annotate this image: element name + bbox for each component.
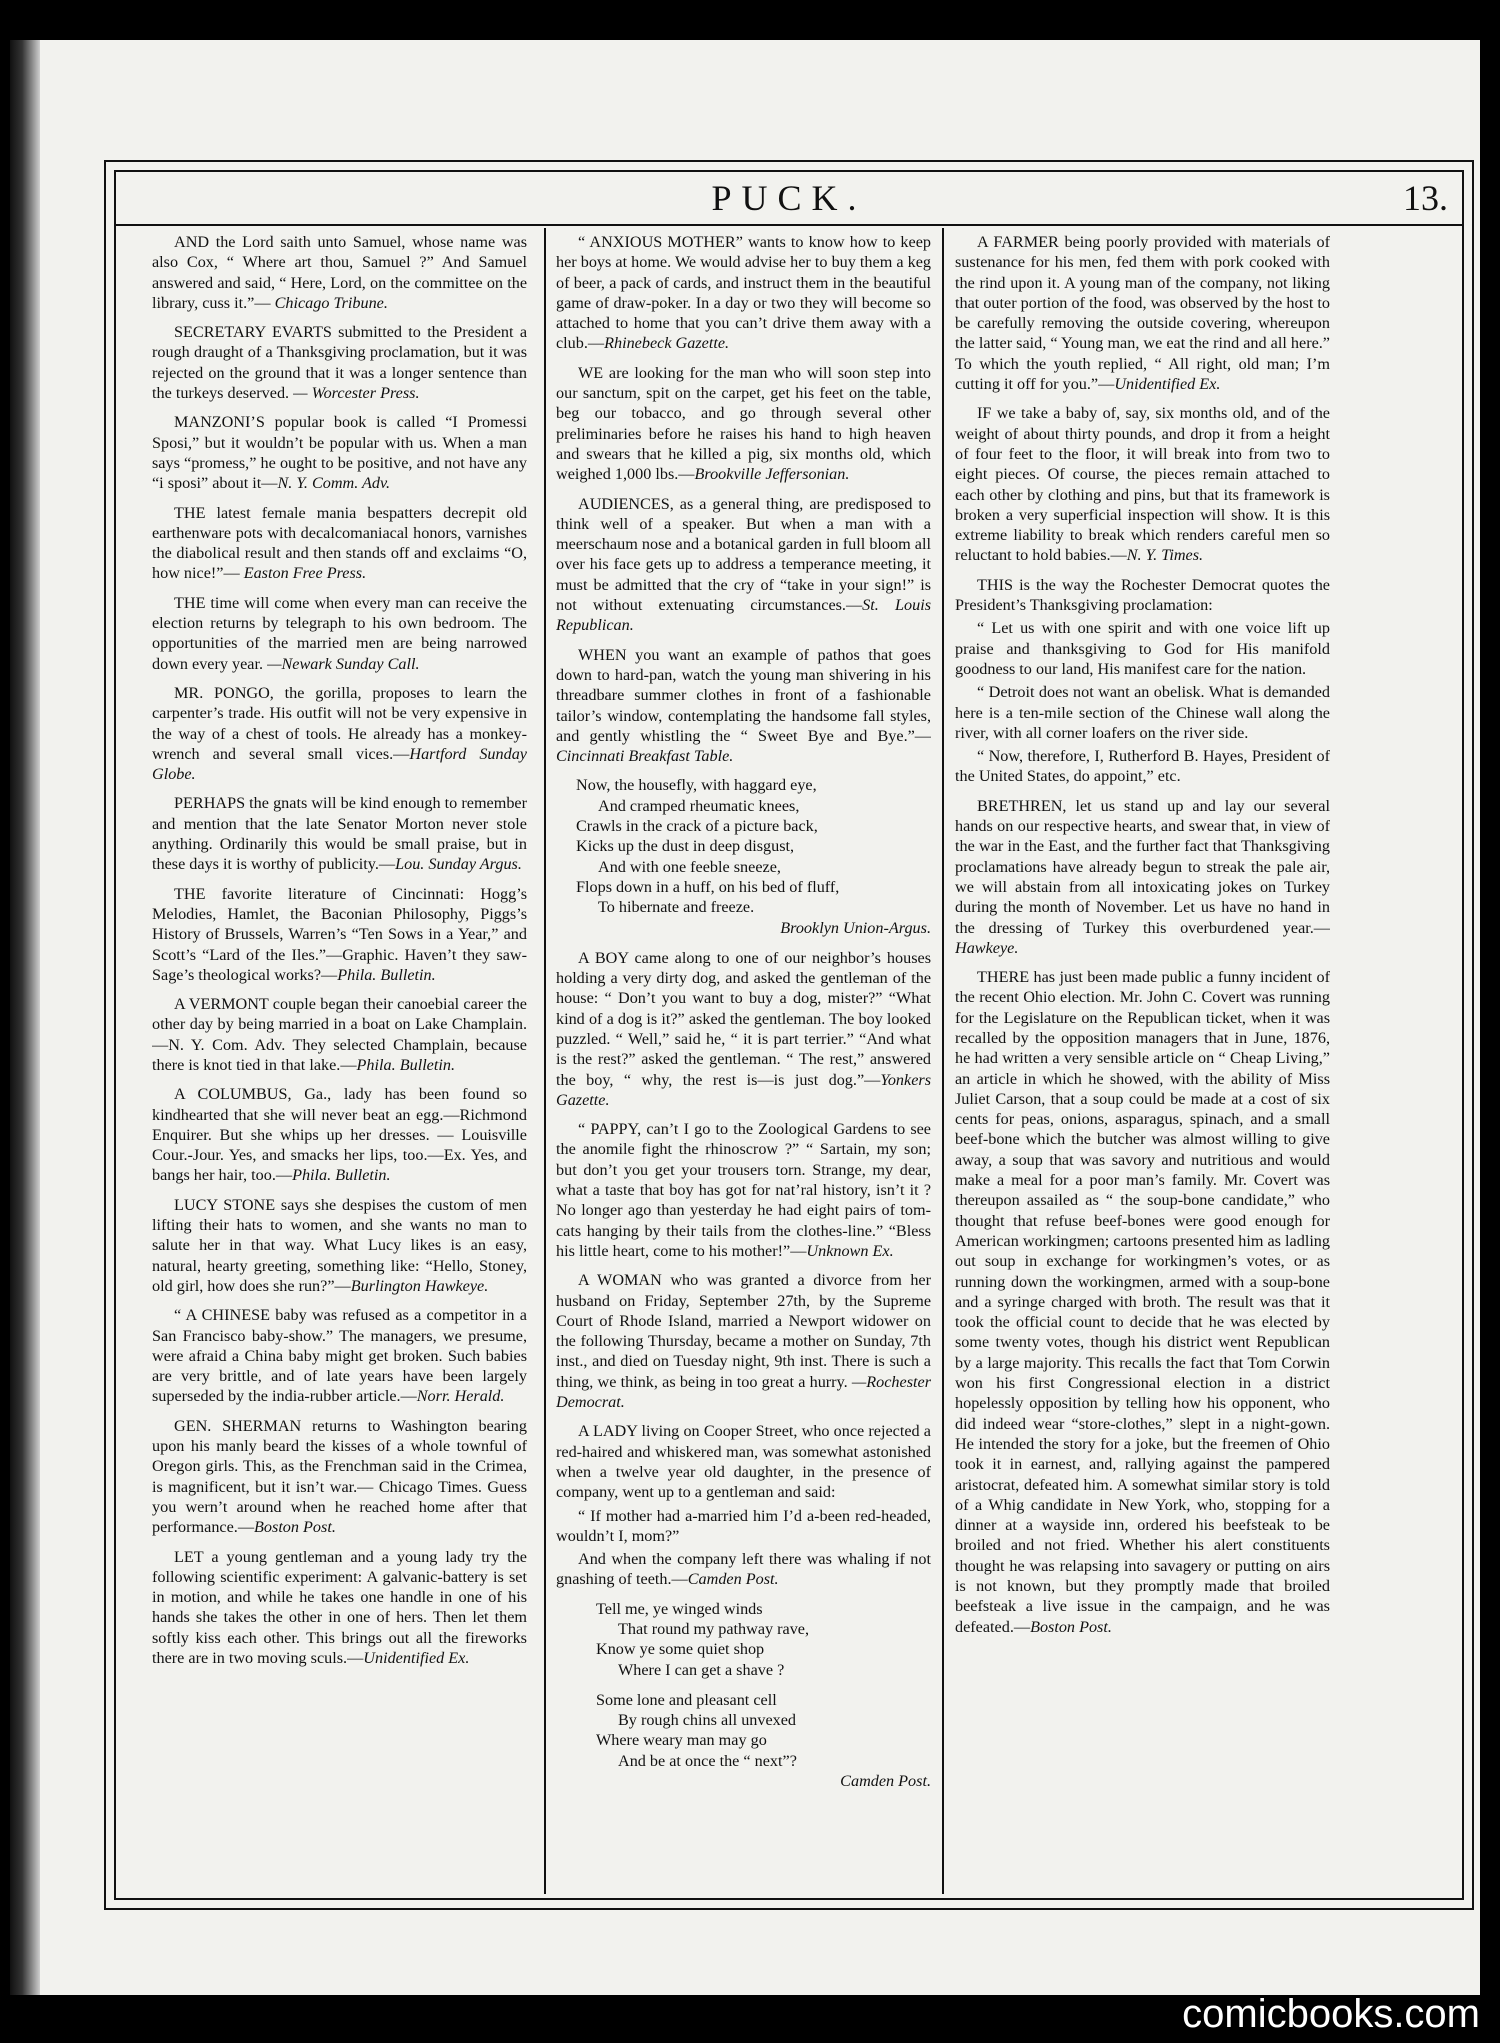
column-1 xyxy=(152,232,527,1872)
item-sanctum: WE are looking for the man who will soon step into our sanctum, spit on the carpet, get his feet on the table, beg our tobacco, and go through several other preliminaries before he raises his hand to high heaven and swears that he killed a pig, six months old, which weighed 1,000 lbs.—Brookville Jeffersonian. xyxy=(556,363,931,484)
item-ohio-election: THERE has just been made public a funny incident of the recent Ohio election. Mr. John C. Covert was running for the Legislature on the Republican ticket, when it was recalled by the opposition managers that in June, 1876, he had written a very sensible article on “ Cheap Living,” an article in which he showed, with the ability of Miss Juliet Carson, that a soup could be made at a cost of six cents for peas, onions, asparagus, spinach, and a small beef-bone which the butcher was almost willing to give away, a soup that was savory and nutritious and would make a meal for a poor man’s family. Mr. Covert was thereupon assailed as “ the soup-bone candidate,” who thought that refuse beef-bones were good enough for American workingmen; cartoons presented him as ladling out soup in exchange for workingmen’s votes, or as running down the workingmen, armed with a soup-bone and a syringe charged with broth. The result was that it took the official count to decide that he was elected by some twenty votes, though his district went Republican by a large majority. This recalls the fact that Tom Corwin won his first Congressional election in a district hopelessly opposition by telling how his opponent, who did indeed wear “store-clothes,” slept in a night-gown. He intended the story for a joke, but the freemen of Ohio took it in earnest, and, rallying against the pampered aristocrat, defeated him. A somewhat similar story is told of a Whig candidate in New York, who, stopping for a dinner at a wayside inn, ordered his beefsteak to be broiled and not fried. Whether his alert constituents thought he was relapsing into savagery or putting on airs is not known, but they promptly made that broiled beefsteak a live issue in the campaign, and he was defeated.—Boston Post. xyxy=(955,968,1330,1636)
masthead-title: PUCK. xyxy=(711,178,867,218)
item-audiences: AUDIENCES, as a general thing, are predisposed to think well of a speaker. But when a man with a meerschaum nose and a botanical garden in full bloom all over his face gets up to address a temperance meeting, it must be admitted that the cry of “take in your sign!” is not without extenuating circumstances.—St. Louis Republican. xyxy=(556,494,931,635)
page-spine-shadow xyxy=(10,40,40,1995)
header-rule xyxy=(114,224,1464,226)
watermark: comicbooks.com xyxy=(1182,1992,1480,2036)
item-galvanic: LET a young gentleman and a young lady try the following scientific experiment: A galvanic-battery is set in motion, and while he takes one handle in one of his hands she takes the other in one of hers. Then let them softly kiss each other. This brings out all the fireworks there are in two moving sculs.—Unidentified Ex. xyxy=(152,1547,527,1667)
item-columbus: A COLUMBUS, Ga., lady has been found so kindhearted that she will never beat an egg.—Richmond Enquirer. But she whips up her dresses. — Louisville Cour.-Jour. Yes, and smacks her lips, too.—Ex. Yes, and bangs her hair, too.—Phila. Bulletin. xyxy=(152,1085,527,1185)
item-proclamation-1: “ Let us with one spirit and with one voice lift up praise and thanksgiving to God for His manifold goodness to our land, His manifest care for the nation. xyxy=(955,619,1330,678)
item-divorce: A WOMAN who was granted a divorce from her husband on Friday, September 27th, by the Supreme Court of Rhode Island, married a Newport widower on the following Thursday, became a mother on Sunday, 7th inst., and died on Tuesday night, 9th inst. There is such a thing, we think, as being in too great a hurry. —Rochester Democrat. xyxy=(556,1271,931,1412)
item-baby-weight: IF we take a baby of, say, six months old, and of the weight of about thirty pounds, and drop it from a height of four feet to the floor, it will break into from two to eight pieces. Of course, the pieces remain attached to each other by clothing and pins, but that its framework is broken a very superficial inspection will show. It is this extreme liability to break which renders careful men so reluctant to hold babies.—N. Y. Times. xyxy=(955,404,1330,565)
item-pongo: MR. PONGO, the gorilla, proposes to learn the carpenter’s trade. His outfit will not be very expensive in the way of a chest of tools. He already has a monkey-wrench and several small vices.—Hartford Sunday Globe. xyxy=(152,683,527,784)
item-sherman: GEN. SHERMAN returns to Washington bearing upon his manly beard the kisses of a whole townful of Oregon girls. This, as the Frenchman said in the Crimea, is magnificent, but it isn’t war.— Chicago Times. Guess you wern’t around when he reached home after that performance.—Boston Post. xyxy=(152,1416,527,1537)
item-chinese-baby: “ A CHINESE baby was refused as a competitor in a San Francisco baby-show.” The managers, we presume, were afraid a China baby might get broken. Such babies are very brittle, and of late years have been largely superseded by the india-rubber article.—Norr. Herald. xyxy=(152,1306,527,1406)
item-proclamation-2: “ Detroit does not want an obelisk. What is demanded here is a ten-mile section of the Chinese wall along the river, with all corner loafers on the river side. xyxy=(955,683,1330,742)
item-gnats: PERHAPS the gnats will be kind enough to remember and mention that the late Senator Morton never stole anything. Ordinarily this would be small praise, but in these days it is worthy of publicity.—Lou. Sunday Argus. xyxy=(152,794,527,874)
item-lucy-stone: LUCY STONE says she despises the custom of men lifting their hats to women, and she wants no man to salute her in that way. What Lucy likes is an easy, natural, hearty greeting, something like: “Hello, Stoney, old girl, how does she run?”—Burlington Hawkeye. xyxy=(152,1195,527,1295)
item-cooper-street-end: And when the company left there was whaling if not gnashing of teeth.—Camden Post. xyxy=(556,1550,931,1589)
item-brethren: BRETHREN, let us stand up and lay our several hands on our respective hearts, and swear that, in view of the war in the East, and the further fact that Thanksgiving proclamations have already begun to streak the pale air, we will abstain from all intoxicating jokes on Turkey during the month of November. Let us have no hand in the dressing of Turkey this overburdened year.—Hawkeye. xyxy=(955,796,1330,957)
item-vermont: A VERMONT couple began their canoebial career the other day by being married in a boat on Lake Champlain.—N. Y. Com. Adv. They selected Champlain, because there is knot tied in that lake.—Phila. Bulletin. xyxy=(152,995,527,1074)
column-divider-1 xyxy=(544,228,546,1894)
item-manzoni: MANZONI’S popular book is called “I Promessi Sposi,” but it wouldn’t be popular with us. When a man says “promess,” he ought to be positive, and not have any “i sposi” about it—N. Y. Comm. Adv. xyxy=(152,413,527,493)
item-samuel: AND the Lord saith unto Samuel, whose name was also Cox, “ Where art thou, Samuel ?” And Samuel answered and said, “ Here, Lord, on the committee on the library, cuss it.”— Chicago Tribune. xyxy=(152,233,527,312)
item-female-mania: THE latest female mania bespatters decrepit old earthenware pots with decalcomaniacal honors, varnishes the diabolical result and then stands off and exclaims “O, how nice!”— Easton Free Press. xyxy=(152,503,527,583)
item-cincinnati: THE favorite literature of Cincinnati: Hogg’s Melodies, Hamlet, the Baconian Philosophy, Piggs’s History of Brussels, Warren’s “Ten Sows in a Year,” and Scott’s “Lard of the Iles.”—Graphic. Haven’t they saw-Sage’s theological works?—Phila. Bulletin. xyxy=(152,884,527,984)
item-pathos: WHEN you want an example of pathos that goes down to hard-pan, watch the young man shivering in his threadbare summer clothes in front of a fashionable tailor’s window, contemplating the handsome fall styles, and gently whistling the “ Sweet Bye and Bye.”—Cincinnati Breakfast Table. xyxy=(556,645,931,766)
item-cooper-street-quote: “ If mother had a-married him I’d a-been red-headed, wouldn’t I, mom?” xyxy=(556,1506,931,1545)
column-2 xyxy=(556,232,931,1872)
item-pappy: “ PAPPY, can’t I go to the Zoological Gardens to see the anomile fight the rhinoscrow ?” “ Sartain, my son; but don’t you get your trousers torn. Strange, my dear, what a taste that boy has got for nat’ral history, isn’t it ? No longer ago than yesterday he had eight pairs of tom-cats hanging by their tails from the clothes-line.” “Bless his little heart, come to his mother!”—Unknown Ex. xyxy=(556,1120,931,1260)
item-evarts: SECRETARY EVARTS submitted to the President a rough draught of a Thanksgiving proclamation, but it was rejected on the ground that it was a longer sentence than the turkeys deserved. — Worcester Press. xyxy=(152,323,527,403)
column-divider-2 xyxy=(942,228,944,1894)
item-proclamation-3: “ Now, therefore, I, Rutherford B. Hayes, President of the United States, do appoint,” etc. xyxy=(955,747,1330,786)
item-farmer: A FARMER being poorly provided with materials of sustenance for his men, fed them with pork cooked with the rind upon it. A young man of the company, not liking that outer portion of the food, was observed by the host to be carefully removing the outside covering, whereupon the latter said, “ Young man, we eat the rind and all here.” To which the youth replied, “ All right, old man; I’m cutting it off for you.”—Unidentified Ex. xyxy=(955,233,1330,394)
poem-winged-winds: Tell me, ye winged winds That round my pathway rave, Know ye some quiet shop Where I can get a shave ? Some lone and pleasant cell By rough chins all unvexed Where weary man may go And be at once the “ next”? Camden Post. xyxy=(596,1599,931,1791)
column-3 xyxy=(955,232,1330,1872)
item-cooper-street: A LADY living on Cooper Street, who once rejected a red-haired and whiskered man, was somewhat astonished when a twelve year old daughter, in the presence of company, went up to a gentleman and said: xyxy=(556,1422,931,1502)
item-anxious-mother: “ ANXIOUS MOTHER” wants to know how to keep her boys at home. We would advise her to buy them a keg of beer, a pack of cards, and instruct them in the beautiful game of draw-poker. In a day or two they will become so attached to home that you can’t drive them away with a club.—Rhinebeck Gazette. xyxy=(556,233,931,353)
item-proclamation-intro: THIS is the way the Rochester Democrat quotes the President’s Thanksgiving proclamation: xyxy=(955,575,1330,615)
item-election-returns: THE time will come when every man can receive the election returns by telegraph to his own bedroom. The opportunities of the married men are being narrowed down every year. —Newark Sunday Call. xyxy=(152,593,527,673)
poem-housefly: Now, the housefly, with haggard eye, And cramped rheumatic knees, Crawls in the crack of a picture back, Kicks up the dust in deep disgust, And with one feeble sneeze, Flops down in a huff, on his bed of fluff, To hibernate and freeze. Brooklyn Union-Argus. xyxy=(576,776,931,937)
page-number: 13. xyxy=(1403,178,1448,218)
item-dirty-dog: A BOY came along to one of our neighbor’s houses holding a very dirty dog, and asked the gentleman of the house: “ Don’t you want to buy a dog, mister?” “What kind of a dog is it?” asked the gentleman. The boy looked puzzled. “ Well,” said he, “ it is part terrier.” “And what is the rest?” asked the gentleman. “ The rest,” answered the boy, “ why, the rest is—is just dog.”—Yonkers Gazette. xyxy=(556,948,931,1109)
